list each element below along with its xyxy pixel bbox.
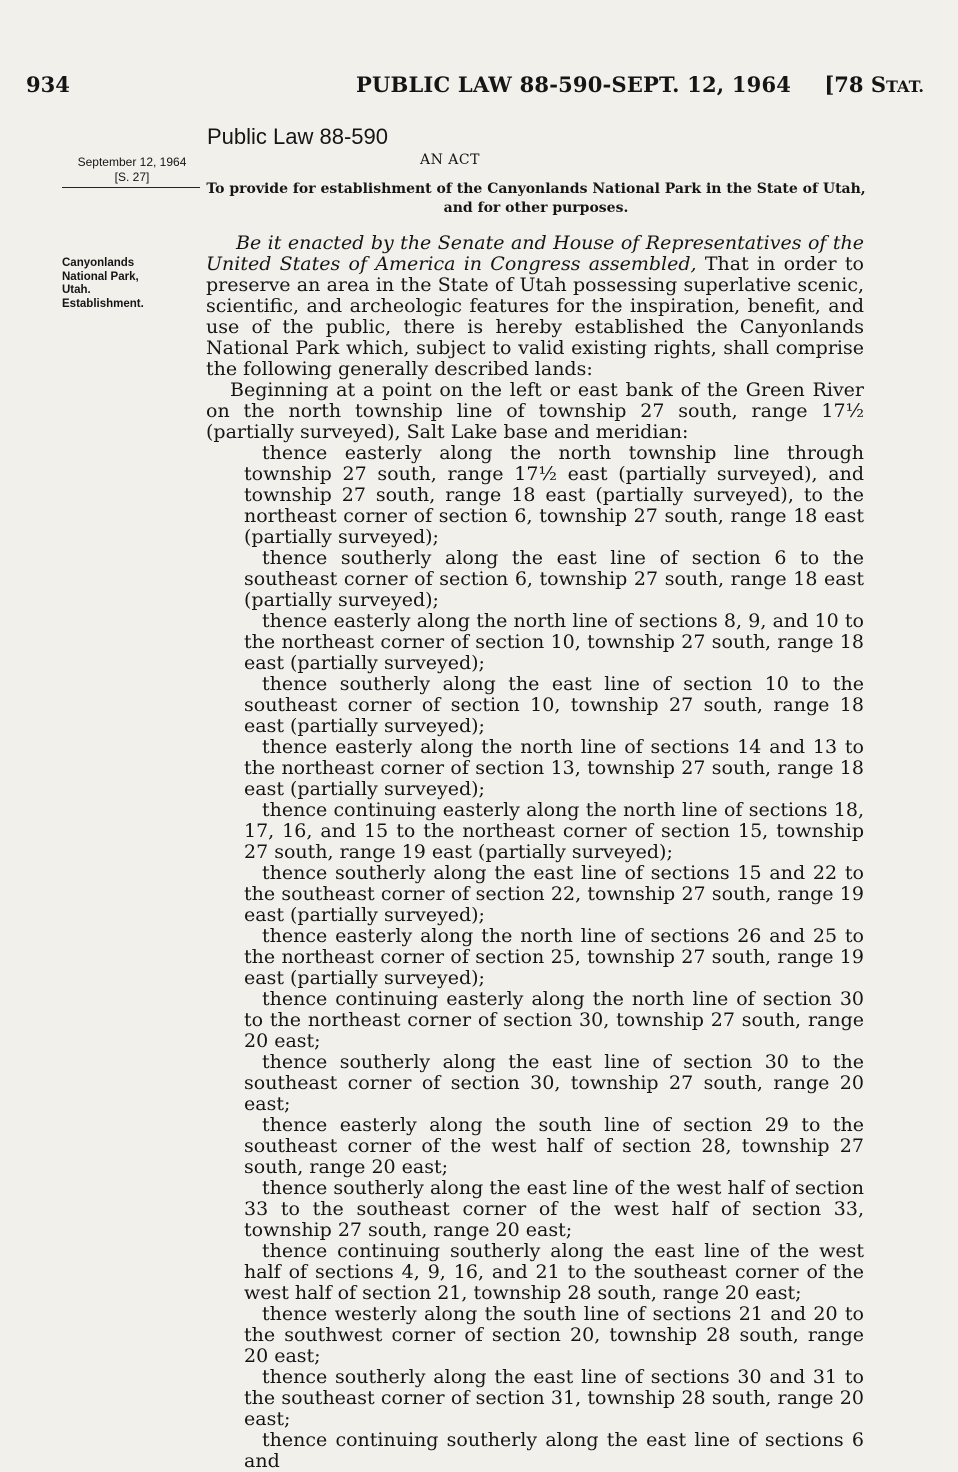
- boundary-course: thence easterly along the north line of sections 26 and 25 to the northeast corner of section 25, township 27 south, range 19 east (partially surveyed);: [244, 925, 864, 989]
- boundary-course: thence southerly along the east line of section 30 to the southeast corner of section 30, township 27 south, range 20 east;: [244, 1051, 864, 1115]
- act-purpose: To provide for establishment of the Canyonlands National Park in the State of Utah, and for other purposes.: [206, 181, 866, 216]
- enacting-clause-text: That in order to preserve an area in the State of Utah possessing superlative scenic, scientific, and archeologic features for the inspiration, benefit, and use of the public, there is hereby established the Canyonlands National Park which, subject to valid existing rights, shall comprise the following generally described lands:: [206, 253, 864, 380]
- enacting-clause: [206, 233, 864, 380]
- boundary-course: thence southerly along the east line of the west half of section 33 to the southeast corner of the west half of section 33, township 27 south, range 20 east;: [244, 1177, 864, 1241]
- volume-prefix: [78 S: [824, 72, 887, 97]
- boundary-course: thence continuing easterly along the north line of section 30 to the northeast corner of section 30, township 27 south, range 20 east;: [244, 988, 864, 1052]
- volume-citation: [824, 72, 924, 97]
- margin-note-line: Canyonlands: [62, 257, 135, 269]
- act-heading: AN ACT: [420, 152, 480, 168]
- boundary-course: thence southerly along the east line of section 10 to the southeast corner of section 10, township 27 south, range 18 east (partially surveyed);: [244, 673, 864, 737]
- page-number: 934: [26, 72, 70, 97]
- beginning-point: Beginning at a point on the left or east bank of the Green River on the north township line of township 27 south, range 17½ (partially surveyed), Salt Lake base and meridian:: [206, 379, 864, 443]
- page-header: [26, 72, 924, 102]
- boundary-course: thence southerly along the east line of sections 15 and 22 to the southeast corner of section 22, township 27 south, range 19 east (partially surveyed);: [244, 862, 864, 926]
- margin-note-line: Establishment.: [62, 297, 144, 310]
- margin-note-line: Utah.: [62, 284, 91, 296]
- boundary-course: thence continuing southerly along the east line of the west half of sections 4, 9, 16, and 21 to the southeast corner of the west half of section 21, township 28 south, range 20 east;: [244, 1240, 864, 1304]
- running-title: PUBLIC LAW 88-590-SEPT. 12, 1964: [356, 72, 792, 97]
- volume-suffix: TAT.: [886, 77, 924, 96]
- boundary-course: thence easterly along the north line of sections 8, 9, and 10 to the northeast corner of section 10, township 27 south, range 18 east (partially surveyed);: [244, 610, 864, 674]
- boundary-course: thence continuing easterly along the north line of sections 18, 17, 16, and 15 to the northeast corner of section 15, township 27 south, range 19 east (partially surveyed);: [244, 799, 864, 863]
- boundary-course: thence westerly along the south line of sections 21 and 20 to the southwest corner of section 20, township 28 south, range 20 east;: [244, 1303, 864, 1367]
- boundary-course: thence southerly along the east line of section 6 to the southeast corner of section 6, township 27 south, range 18 east (partially surveyed);: [244, 547, 864, 611]
- public-law-number: Public Law 88-590: [207, 124, 389, 149]
- margin-note: [62, 257, 210, 311]
- enacting-clause-italic: Be it enacted by the Senate and House of Representatives of the United States of America in Congress assembled,: [206, 232, 864, 275]
- boundary-course: thence southerly along the east line of sections 30 and 31 to the southeast corner of section 31, township 28 south, range 20 east;: [244, 1366, 864, 1430]
- boundary-course: thence easterly along the north line of sections 14 and 13 to the northeast corner of section 13, township 27 south, range 18 east (partially surveyed);: [244, 736, 864, 800]
- boundary-course: thence easterly along the north township line through township 27 south, range 17½ east (partially surveyed), and township 27 south, range 18 east (partially surveyed), to the northeast corner of section 6, township 27 south, range 18 east (partially surveyed);: [244, 442, 864, 548]
- sidebar-date: September 12, 1964: [77, 155, 187, 169]
- boundary-course: thence easterly along the south line of section 29 to the southeast corner of the west half of section 28, township 27 south, range 20 east;: [244, 1114, 864, 1178]
- sidebar-divider: [62, 187, 200, 188]
- body-text: [206, 233, 864, 1472]
- margin-note-line: National Park,: [62, 270, 139, 283]
- boundary-course: thence continuing southerly along the east line of sections 6 and: [244, 1429, 864, 1472]
- sidebar-bill-number: [S. 27]: [114, 170, 150, 184]
